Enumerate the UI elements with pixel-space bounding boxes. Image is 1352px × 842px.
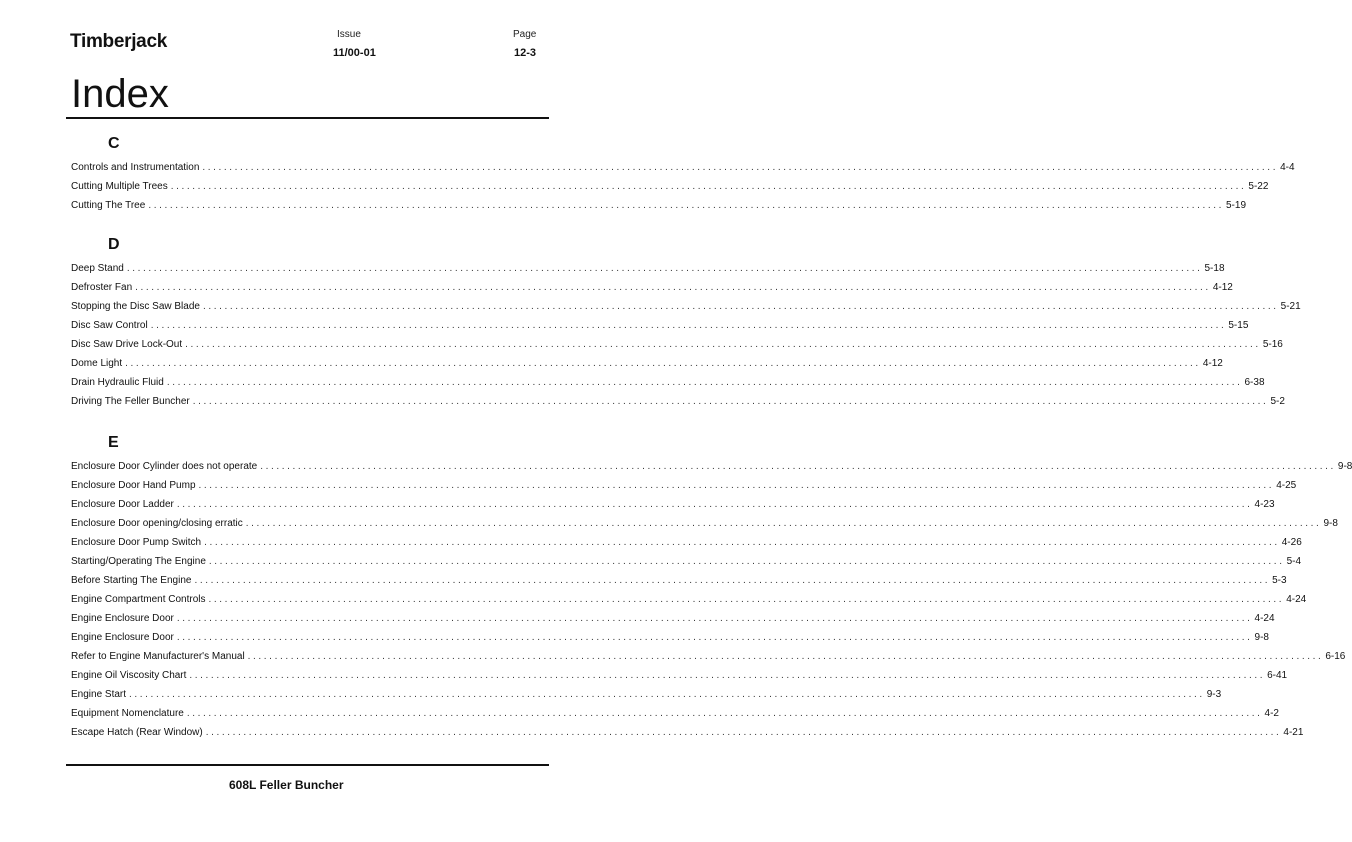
entry-page: 5-21 — [1280, 301, 1301, 312]
entry-page: 4-2 — [1264, 708, 1279, 719]
index-entry — [71, 358, 1223, 377]
entry-page: 5-22 — [1248, 181, 1269, 192]
footer-title: 608L Feller Buncher — [229, 778, 344, 792]
dot-leader: ........................................................................................................................................................................................................ — [176, 499, 1253, 510]
entry-name: Starting/Operating The Engine — [71, 556, 206, 567]
section-letter-d: D — [108, 236, 120, 253]
entry-page: 4-21 — [1283, 727, 1304, 738]
index-entry — [71, 708, 1279, 727]
entry-page: 4-4 — [1280, 162, 1295, 173]
dot-leader: ........................................................................................................................................................................................................ — [135, 282, 1211, 293]
entry-page: 5-18 — [1204, 263, 1225, 274]
index-entry — [71, 499, 1275, 518]
entry-page: 9-8 — [1323, 518, 1338, 529]
index-entry — [71, 301, 1301, 320]
entry-page: 9-8 — [1337, 461, 1352, 472]
index-entry — [71, 556, 1302, 575]
section-d-entries — [71, 263, 1301, 415]
dot-leader: ........................................................................................................................................................................................................ — [185, 339, 1261, 350]
dot-leader: ........................................................................................................................................................................................................ — [129, 689, 1205, 700]
entry-page: 5-4 — [1286, 556, 1302, 567]
entry-page: 4-24 — [1254, 613, 1275, 624]
entry-page: 4-12 — [1202, 358, 1223, 369]
entry-page: 5-2 — [1270, 396, 1285, 407]
entry-name: Escape Hatch (Rear Window) — [71, 727, 203, 738]
dot-leader: ........................................................................................................................................................................................................ — [204, 537, 1280, 548]
entry-name: Enclosure Door Pump Switch — [71, 537, 202, 548]
entry-page: 4-25 — [1276, 480, 1297, 491]
entry-name: Defroster Fan — [71, 282, 133, 293]
entry-name: Deep Stand — [71, 263, 124, 274]
entry-page: 5-16 — [1262, 339, 1283, 350]
dot-leader: ........................................................................................................................................................................................................ — [176, 632, 1253, 643]
issue-label: Issue — [337, 29, 361, 40]
entry-name: Before Starting The Engine — [71, 575, 192, 586]
entry-name: Engine Start — [71, 689, 127, 700]
index-entry — [71, 613, 1275, 632]
index-entry — [71, 200, 1246, 219]
index-entry — [71, 377, 1265, 396]
top-divider — [66, 117, 549, 119]
index-entry — [71, 575, 1287, 594]
entry-page: 9-8 — [1254, 632, 1269, 643]
dot-leader: ........................................................................................................................................................................................................ — [208, 556, 1285, 567]
issue-value: 11/00-01 — [333, 47, 376, 59]
dot-leader: ........................................................................................................................................................................................................ — [125, 358, 1201, 369]
entry-page: 9-3 — [1206, 689, 1222, 700]
dot-leader: ........................................................................................................................................................................................................ — [208, 594, 1285, 605]
entry-name: Controls and Instrumentation — [71, 162, 200, 173]
page-number: 12-3 — [514, 47, 537, 59]
index-entry — [71, 162, 1295, 181]
entry-page: 4-12 — [1212, 282, 1233, 293]
entry-name: Engine Oil Viscosity Chart — [71, 670, 187, 681]
entry-page: 4-26 — [1281, 537, 1302, 548]
entry-name: Engine Enclosure Door — [71, 632, 174, 643]
index-entry — [71, 282, 1233, 301]
brand-logo: Timberjack — [70, 31, 167, 52]
entry-page: 5-15 — [1228, 320, 1249, 331]
dot-leader: ........................................................................................................................................................................................................ — [202, 301, 1279, 312]
entry-name: Cutting Multiple Trees — [71, 181, 168, 192]
entry-name: Enclosure Door Ladder — [71, 499, 174, 510]
index-entry — [71, 632, 1269, 651]
section-letter-e: E — [108, 434, 119, 451]
section-letter-c: C — [108, 135, 120, 152]
dot-leader: ........................................................................................................................................................................................................ — [126, 263, 1203, 274]
entry-name: Enclosure Door Hand Pump — [71, 480, 196, 491]
entry-name: Engine Enclosure Door — [71, 613, 174, 624]
index-entry — [71, 461, 1352, 480]
dot-leader: ........................................................................................................................................................................................................ — [189, 670, 1266, 681]
entry-name: Equipment Nomenclature — [71, 708, 184, 719]
index-entry — [71, 594, 1307, 613]
index-entry — [71, 537, 1302, 556]
index-entry — [71, 320, 1249, 339]
entry-name: Disc Saw Drive Lock-Out — [71, 339, 183, 350]
dot-leader: ........................................................................................................................................................................................................ — [202, 162, 1279, 173]
entry-page: 6-38 — [1244, 377, 1265, 388]
index-entry — [71, 670, 1288, 689]
entry-page: 6-16 — [1325, 651, 1346, 662]
index-entry — [71, 181, 1269, 200]
entry-name: Engine Compartment Controls — [71, 594, 206, 605]
entry-name: Dome Light — [71, 358, 123, 369]
index-entry — [71, 727, 1304, 746]
dot-leader: ........................................................................................................................................................................................................ — [186, 708, 1263, 719]
dot-leader: ........................................................................................................................................................................................................ — [148, 200, 1224, 211]
section-e-entries — [71, 461, 1352, 746]
dot-leader: ........................................................................................................................................................................................................ — [166, 377, 1243, 388]
dot-leader: ........................................................................................................................................................................................................ — [198, 480, 1275, 491]
dot-leader: ........................................................................................................................................................................................................ — [176, 613, 1253, 624]
dot-leader: ........................................................................................................................................................................................................ — [150, 320, 1227, 331]
entry-page: 5-19 — [1225, 200, 1246, 211]
index-entry — [71, 518, 1338, 537]
entry-page: 5-3 — [1272, 575, 1287, 586]
section-c-entries — [71, 162, 1295, 219]
dot-leader: ........................................................................................................................................................................................................ — [245, 518, 1322, 529]
entry-name: Enclosure Door Cylinder does not operate — [71, 461, 258, 472]
dot-leader: ........................................................................................................................................................................................................ — [194, 575, 1271, 586]
entry-page: 6-41 — [1267, 670, 1288, 681]
index-entry — [71, 396, 1285, 415]
dot-leader: ........................................................................................................................................................................................................ — [192, 396, 1269, 407]
entry-page: 4-24 — [1286, 594, 1307, 605]
page-title: Index — [71, 72, 169, 116]
dot-leader: ........................................................................................................................................................................................................ — [260, 461, 1336, 472]
index-entry — [71, 689, 1222, 708]
entry-name: Disc Saw Control — [71, 320, 148, 331]
index-entry — [71, 339, 1283, 358]
entry-name: Cutting The Tree — [71, 200, 146, 211]
index-entry — [71, 480, 1297, 499]
bottom-divider — [66, 764, 549, 766]
entry-page: 4-23 — [1254, 499, 1275, 510]
page-label: Page — [513, 29, 537, 40]
dot-leader: ........................................................................................................................................................................................................ — [205, 727, 1282, 738]
entry-name: Driving The Feller Buncher — [71, 396, 190, 407]
index-entry — [71, 651, 1346, 670]
dot-leader: ........................................................................................................................................................................................................ — [170, 181, 1247, 192]
index-entry — [71, 263, 1225, 282]
entry-name: Refer to Engine Manufacturer's Manual — [71, 651, 245, 662]
dot-leader: ........................................................................................................................................................................................................ — [247, 651, 1324, 662]
entry-name: Drain Hydraulic Fluid — [71, 377, 164, 388]
entry-name: Enclosure Door opening/closing erratic — [71, 518, 243, 529]
entry-name: Stopping the Disc Saw Blade — [71, 301, 200, 312]
